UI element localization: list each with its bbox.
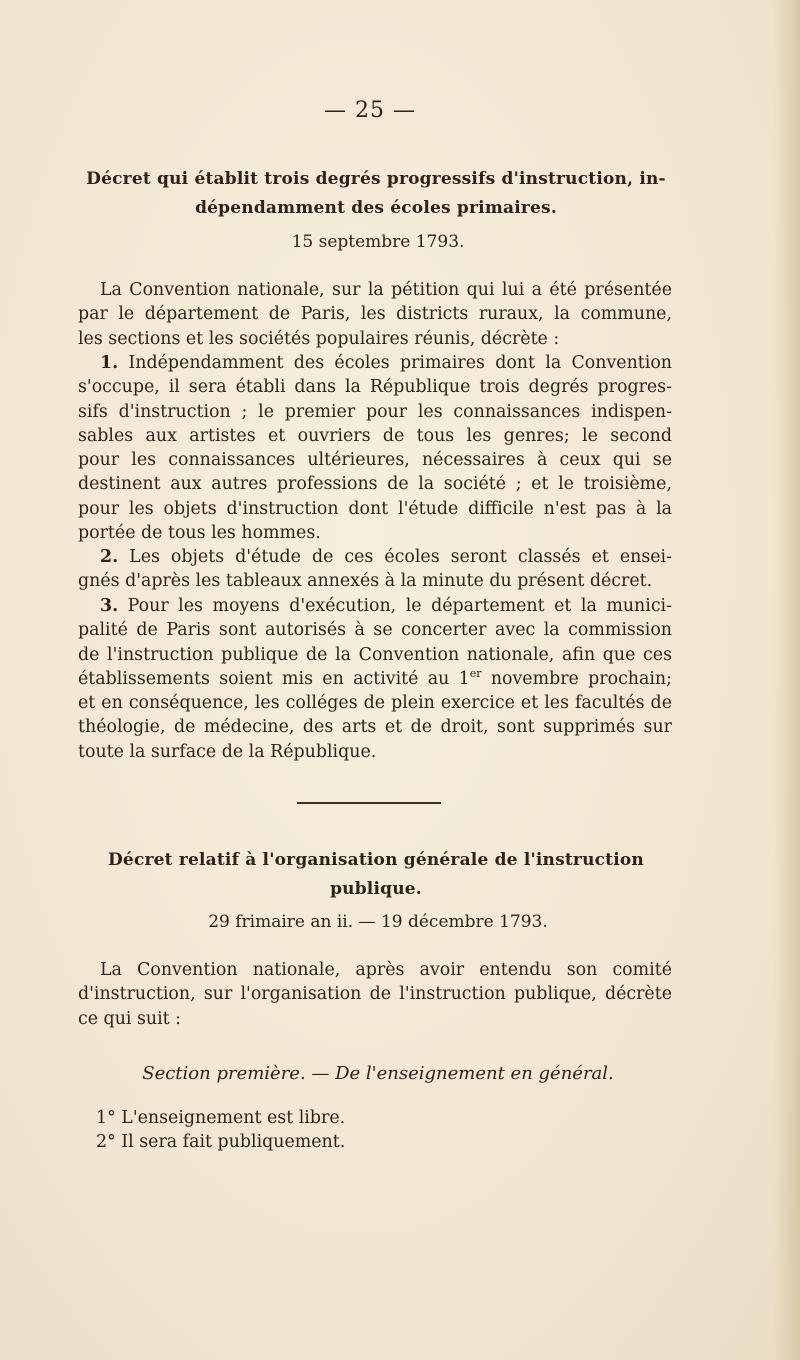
decree1-article-3 — [78, 594, 672, 764]
decree1-title — [78, 165, 674, 223]
text-line: et en conséquence, les colléges de plein exercice et les facultés de — [78, 693, 672, 714]
text-line — [78, 351, 672, 375]
article-text: Pour les moyens d'exécution, le département et la munici- — [118, 596, 672, 616]
decree1-article-1 — [78, 351, 672, 545]
text-line: portée de tous les hommes. — [78, 523, 321, 544]
text-line: gnés d'après les tableaux annexés à la minute du présent décret. — [78, 571, 653, 592]
decree2-date: 29 frimaire an ii. — 19 décembre 1793. — [208, 912, 548, 932]
text-line: La Convention nationale, après avoir entendu son comité — [100, 960, 672, 980]
text-line: ce qui suit : — [78, 1008, 182, 1029]
article-number: 1. — [100, 353, 119, 373]
article-number: 3. — [100, 596, 119, 616]
text-span: novembre prochain; — [481, 668, 672, 689]
text-line: La Convention nationale, sur la pétition qui lui a été présentée — [100, 280, 672, 300]
text-line: palité de Paris sont autorisés à se concerter avec la commission — [78, 620, 672, 641]
article-text: Indépendamment des écoles primaires dont la Convention — [118, 353, 672, 373]
text-line — [78, 545, 672, 569]
text-line: de l'instruction publique de la Convention nationale, afin que ces — [78, 644, 672, 665]
text-line — [78, 667, 672, 691]
text-line: pour les objets d'instruction dont l'étude difficile n'est pas à la — [78, 498, 672, 519]
text-line — [78, 594, 672, 618]
text-line: par le département de Paris, les districts ruraux, la commune, — [78, 304, 672, 325]
text-line: théologie, de médecine, des arts et de droit, sont supprimés sur — [78, 717, 672, 738]
page-edge-shadow — [774, 0, 800, 1360]
decree1-title-line1: Décret qui établit trois degrés progressifs d'instruction, in- — [86, 169, 666, 189]
text-line: d'instruction, sur l'organisation de l'instruction publique, décrète — [78, 984, 672, 1005]
decree1-article-2 — [78, 545, 672, 594]
superscript: er — [469, 667, 482, 681]
article-text: Les objets d'étude de ces écoles seront classés et ensei- — [118, 547, 672, 567]
decree2-title-line1: Décret relatif à l'organisation générale de l'instruction — [107, 850, 644, 870]
decree2-title — [78, 846, 674, 904]
list-item: 1° L'enseignement est libre. — [96, 1108, 346, 1128]
text-span: établissements soient mis en activité au 1 — [78, 668, 470, 689]
decree2-intro — [78, 958, 672, 1031]
text-line: destinent aux autres professions de la société ; et le troisième, — [78, 474, 672, 495]
page-number: — 25 — — [324, 98, 416, 123]
decree1-date: 15 septembre 1793. — [291, 232, 465, 252]
text-line: sifs d'instruction ; le premier pour les connaissances indispen- — [78, 401, 672, 422]
text-line: pour les connaissances ultérieures, nécessaires à ceux qui se — [78, 450, 672, 471]
text-line: toute la surface de la République. — [78, 741, 377, 762]
decree1-intro — [78, 278, 672, 351]
text-line: les sections et les sociétés populaires réunis, décrète : — [78, 328, 560, 349]
section-divider — [297, 802, 441, 804]
text-line: sables aux artistes et ouvriers de tous les genres; le second — [78, 425, 672, 446]
text-line: s'occupe, il sera établi dans la République trois degrés progres- — [78, 377, 672, 398]
list-item: 2° Il sera fait publiquement. — [96, 1132, 346, 1152]
decree1-title-line2: dépendamment des écoles primaires. — [195, 198, 557, 218]
decree2-title-line2: publique. — [330, 879, 422, 899]
article-number: 2. — [100, 547, 119, 567]
section-title: Section première. — De l'enseignement en général. — [142, 1063, 614, 1084]
